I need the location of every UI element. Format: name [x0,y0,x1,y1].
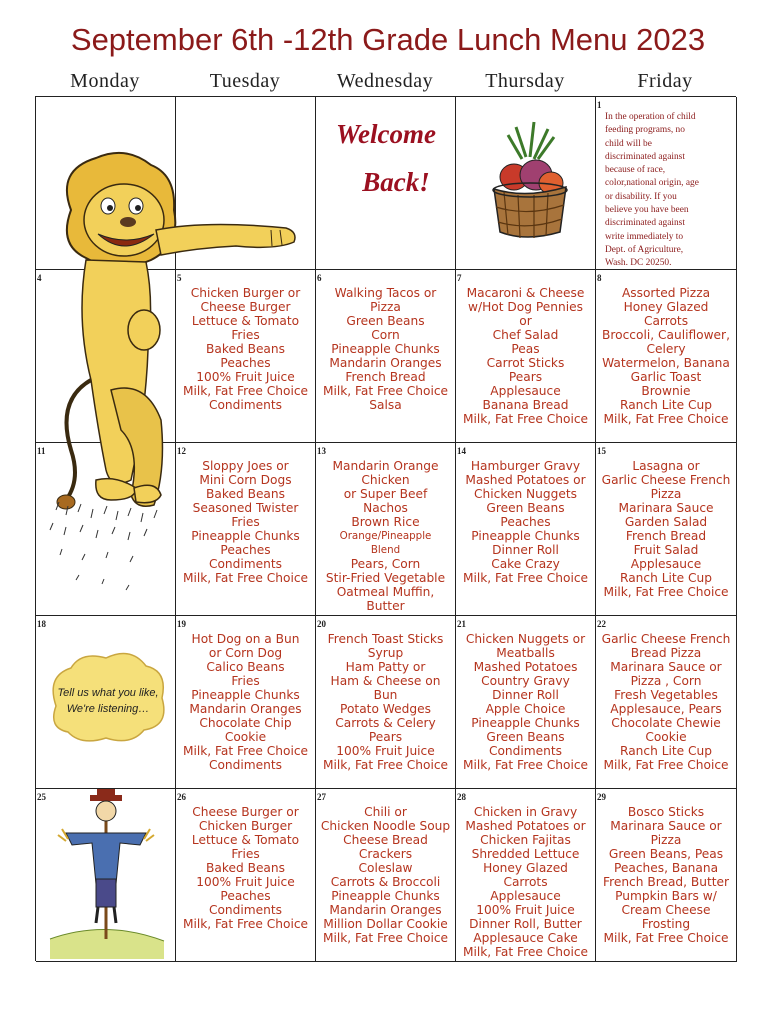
menu-item: Carrots & Celery [335,716,436,730]
menu-item: Garlic Toast [630,370,702,384]
menu-item: Fries [231,674,260,688]
menu-item: Stir-Fried Vegetable [325,571,446,585]
day-header-friday: Friday [637,70,693,92]
calendar-cell-notice [596,97,737,270]
cloud-line-1: Tell us what you like, [57,687,159,699]
menu-item: Pizza [650,833,682,847]
notice-line: or disability. If you [605,191,677,202]
notice-line: discriminated against [605,151,685,162]
menu-item: Milk, Fat Free Choice [322,931,449,945]
date-label: 20 [317,619,326,629]
welcome-back-text: Back! [362,167,430,197]
date-label: 7 [457,273,462,283]
menu-item: Apple Choice [485,702,566,716]
menu-item: Garlic Cheese French [601,473,731,487]
menu-item: Bun [373,688,398,702]
date-label: 13 [317,446,326,456]
menu-item: Condiments [488,744,563,758]
menu-items [596,632,736,772]
date-label: 15 [597,446,606,456]
menu-item: Marinara Sauce or [610,819,722,833]
menu-item: Chocolate Chip [199,716,292,730]
menu-item: 100% Fruit Juice [196,875,295,889]
menu-items [176,286,315,412]
menu-item: Watermelon, Banana [602,356,730,370]
date-label: 14 [457,446,466,456]
menu-item: Mandarin Oranges [329,903,442,917]
calendar-cell-empty [176,97,316,270]
notice-line: feeding programs, no [605,125,685,136]
menu-item: Carrots [643,314,689,328]
menu-items [176,805,315,931]
menu-item: Calico Beans [206,660,285,674]
menu-items [456,459,595,585]
menu-item: Milk, Fat Free Choice [322,384,449,398]
menu-cell [596,270,737,443]
menu-item: Pineapple Chunks [331,342,440,356]
menu-item: Mashed Potatoes or [465,819,586,833]
menu-item: Cookie [645,730,687,744]
menu-item: Peaches [220,889,271,903]
menu-item: 100% Fruit Juice [196,370,295,384]
menu-item: Oatmeal Muffin, [336,585,435,599]
menu-item: Condiments [208,903,283,917]
menu-item: Coleslaw [358,861,413,875]
menu-item: Orange/Pineapple [339,530,432,542]
day-header-wednesday: Wednesday [336,70,434,92]
menu-item: Milk, Fat Free Choice [462,571,589,585]
menu-item: Fries [231,328,260,342]
menu-item: Garlic Cheese French [601,632,731,646]
menu-item: Milk, Fat Free Choice [322,758,449,772]
menu-item: Condiments [208,557,283,571]
menu-cell [456,270,596,443]
menu-items [316,632,455,772]
menu-item: Pears, Corn [350,557,421,571]
menu-item: Pears [508,370,543,384]
menu-item: Applesauce [490,384,561,398]
menu-item: Milk, Fat Free Choice [603,585,729,599]
menu-item: Chicken Burger [198,819,293,833]
cloud-line-2: We're listening… [66,703,150,715]
menu-item: or [519,314,532,328]
notice-line: child will be [605,138,652,149]
menu-item: Fresh Vegetables [614,688,718,702]
menu-item: Chicken Nuggets [474,487,577,501]
menu-item: Meatballs [496,646,555,660]
notice-line: Wash. DC 20250. [605,258,672,269]
menu-items [456,286,595,426]
menu-item: Chef Salad [492,328,559,342]
menu-item: Condiments [208,758,283,772]
menu-item: Pizza [650,487,682,501]
menu-cell [596,443,737,616]
date-label: 18 [37,619,46,629]
menu-item: Honey Glazed [483,861,568,875]
menu-item: Blend [370,544,401,556]
menu-cell [316,443,456,616]
date-label: 29 [597,792,606,802]
calendar-cell-empty [36,97,176,270]
menu-item: Green Beans [346,314,425,328]
day-header-tuesday: Tuesday [209,70,281,92]
menu-item: Butter [366,599,405,613]
menu-item: Fries [231,847,260,861]
menu-item: Honey Glazed [623,300,709,314]
menu-item: Milk, Fat Free Choice [182,744,309,758]
menu-item: Bread Pizza [630,646,702,660]
menu-item: Carrot Sticks [486,356,565,370]
notice-line: write immediately to [605,231,684,242]
menu-cell [456,443,596,616]
menu-item: French Bread, Butter [602,875,730,889]
menu-item: Nachos [363,501,408,515]
menu-cell [176,443,316,616]
menu-cell [316,270,456,443]
menu-item: or Super Beef [343,487,428,501]
menu-item: Milk, Fat Free Choice [603,412,729,426]
page-title: September 6th -12th Grade Lunch Menu 2023 [70,22,706,57]
menu-cell [596,616,737,789]
menu-item: Country Gravy [481,674,570,688]
menu-item: Fruit Salad [633,543,699,557]
calendar-cell-basket [456,97,596,270]
menu-item: Hot Dog on a Bun [191,632,300,646]
menu-item: Shredded Lettuce [471,847,580,861]
menu-item: Pineapple Chunks [191,529,300,543]
menu-item: Hamburger Gravy [470,459,581,473]
menu-item: Marinara Sauce or [610,660,722,674]
date-label: 21 [457,619,466,629]
menu-item: Milk, Fat Free Choice [182,917,309,931]
menu-item: Pumpkin Bars w/ [615,889,717,903]
menu-item: Pineapple Chunks [471,716,580,730]
menu-item: Million Dollar Cookie [323,917,448,931]
menu-item: 100% Fruit Juice [476,903,575,917]
menu-item: Mashed Potatoes or [465,473,586,487]
menu-item: Green Beans [486,501,565,515]
date-label: 22 [597,619,606,629]
menu-item: Garden Salad [624,515,708,529]
menu-item: Milk, Fat Free Choice [603,931,729,945]
menu-item: Mandarin Oranges [189,702,302,716]
menu-item: Broccoli, Cauliflower, [602,328,730,342]
menu-item: Cheese Burger [200,300,291,314]
menu-item: Condiments [208,398,283,412]
menu-item: Applesauce, Pears [610,702,722,716]
menu-item: Ranch Lite Cup [620,398,712,412]
menu-item: Mandarin Oranges [329,356,442,370]
menu-cell [456,616,596,789]
menu-item: Banana Bread [482,398,569,412]
menu-item: Celery [646,342,686,356]
menu-item: Peaches [220,356,271,370]
menu-item: Cookie [224,730,267,744]
menu-item: Pizza [370,300,401,314]
menu-item: Carrots & Broccoli [330,875,441,889]
menu-item: Carrots [503,875,548,889]
menu-cell [316,789,456,962]
menu-cell [316,616,456,789]
menu-item: Chicken Noodle Soup [320,819,451,833]
menu-item: Marinara Sauce [618,501,714,515]
menu-item: Peaches, Banana [613,861,719,875]
menu-item: Potato Wedges [340,702,431,716]
menu-items [596,459,736,599]
menu-item: Ranch Lite Cup [620,571,712,585]
date-label: 4 [37,273,42,283]
menu-item: Macaroni & Cheese [466,286,585,300]
vegetable-basket-icon [456,97,596,270]
scarecrow-icon [36,789,176,962]
menu-item: Cheese Burger or [192,805,299,819]
menu-item: Peaches [220,543,271,557]
menu-item: Milk, Fat Free Choice [462,945,589,959]
menu-cell [176,789,316,962]
menu-item: Brownie [641,384,691,398]
menu-items [316,805,455,945]
menu-item: Applesauce Cake [473,931,578,945]
menu-item: Syrup [367,646,404,660]
menu-item: Baked Beans [206,342,285,356]
day-header-thursday: Thursday [485,70,565,92]
menu-item: Applesauce [490,889,561,903]
date-label: 6 [317,273,322,283]
menu-item: Seasoned Twister [192,501,299,515]
menu-item: Dinner Roll, Butter [469,917,582,931]
menu-items [316,459,455,613]
menu-items [456,632,595,772]
menu-item: Green Beans, Peas [608,847,724,861]
calendar-cell-welcome [316,97,456,270]
menu-item: Dinner Roll [492,688,559,702]
menu-item: Pineapple Chunks [331,889,440,903]
menu-item: Chocolate Chewie [611,716,721,730]
menu-item: Frosting [641,917,691,931]
menu-item: Walking Tacos or [334,286,437,300]
menu-item: Salsa [369,398,402,412]
menu-item: Assorted Pizza [621,286,711,300]
menu-items [176,459,315,585]
menu-item: 100% Fruit Juice [336,744,435,758]
date-label: 25 [37,792,46,802]
menu-item: Mandarin Orange [332,459,439,473]
menu-item: w/Hot Dog Pennies [468,300,583,314]
menu-item: French Toast Sticks [327,632,444,646]
date-label: 8 [597,273,602,283]
menu-item: Peas [511,342,540,356]
menu-item: Dinner Roll [492,543,559,557]
calendar-cell-illustration [36,616,176,789]
welcome-text: Welcome [336,119,436,149]
date-label: 26 [177,792,186,802]
menu-item: Cake Crazy [491,557,560,571]
menu-item: Sloppy Joes or [202,459,289,473]
day-header-monday: Monday [70,70,140,92]
menu-item: or Corn Dog [208,646,283,660]
menu-item: Cream Cheese [621,903,711,917]
menu-item: Milk, Fat Free Choice [182,384,309,398]
menu-item: Pineapple Chunks [191,688,300,702]
menu-item: Chicken Burger or [190,286,301,300]
calendar-cell-illustration [36,789,176,962]
menu-item: Brown Rice [351,515,420,529]
menu-item: Pineapple Chunks [471,529,580,543]
menu-item: Mini Corn Dogs [199,473,292,487]
notice-line: believe you have been [605,205,689,216]
menu-item: Chicken [361,473,410,487]
menu-cell [596,789,737,962]
menu-item: Chili or [364,805,407,819]
date-label: 5 [177,273,182,283]
menu-item: Lettuce & Tomato [191,833,300,847]
date-label: 19 [177,619,186,629]
date-label: 12 [177,446,186,456]
menu-item: Fries [231,515,260,529]
notice-line: because of race, [605,165,666,176]
menu-item: Chicken Nuggets or [465,632,586,646]
menu-items [596,286,736,426]
menu-item: Ham Patty or [345,660,426,674]
menu-items [456,805,595,959]
menu-item: Baked Beans [206,487,285,501]
menu-item: Baked Beans [206,861,285,875]
menu-item: Cheese Bread [343,833,428,847]
menu-item: Lettuce & Tomato [191,314,300,328]
menu-item: Corn [371,328,400,342]
menu-item: Applesauce [630,557,702,571]
date-label: 28 [457,792,466,802]
menu-item: Pears [368,730,403,744]
menu-item: Lasagna or [632,459,700,473]
menu-item: Milk, Fat Free Choice [462,758,589,772]
date-label: 27 [317,792,326,802]
notice-line: discriminated against [605,218,685,229]
menu-cell [176,270,316,443]
notice-line: In the operation of child [605,112,696,122]
calendar-grid [35,96,736,961]
menu-item: Chicken in Gravy [473,805,578,819]
menu-item: Chicken Fajitas [480,833,571,847]
notice-line: Dept. of Agriculture, [605,244,684,255]
date-label: 1 [597,100,602,110]
menu-cell [456,789,596,962]
date-label: 11 [37,446,46,456]
menu-item: Pizza , Corn [630,674,702,688]
calendar-cell-illustration [36,270,176,443]
calendar-cell-illustration [36,443,176,616]
menu-item: Milk, Fat Free Choice [603,758,729,772]
menu-item: French Bread [345,370,426,384]
menu-item: Milk, Fat Free Choice [182,571,309,585]
menu-item: Peaches [500,515,551,529]
menu-items [596,805,736,945]
menu-item: Milk, Fat Free Choice [462,412,589,426]
notice-line: color,national origin, age [605,178,699,189]
menu-item: Crackers [358,847,413,861]
speech-cloud-icon [36,616,176,789]
menu-item: Mashed Potatoes [473,660,578,674]
menu-item: Ranch Lite Cup [620,744,712,758]
menu-items [316,286,455,412]
menu-item: Green Beans [486,730,565,744]
menu-item: Ham & Cheese on [330,674,441,688]
menu-cell [176,616,316,789]
nondiscrimination-notice [605,111,732,270]
menu-item: French Bread [625,529,707,543]
menu-items [176,632,315,772]
menu-item: Bosco Sticks [627,805,705,819]
